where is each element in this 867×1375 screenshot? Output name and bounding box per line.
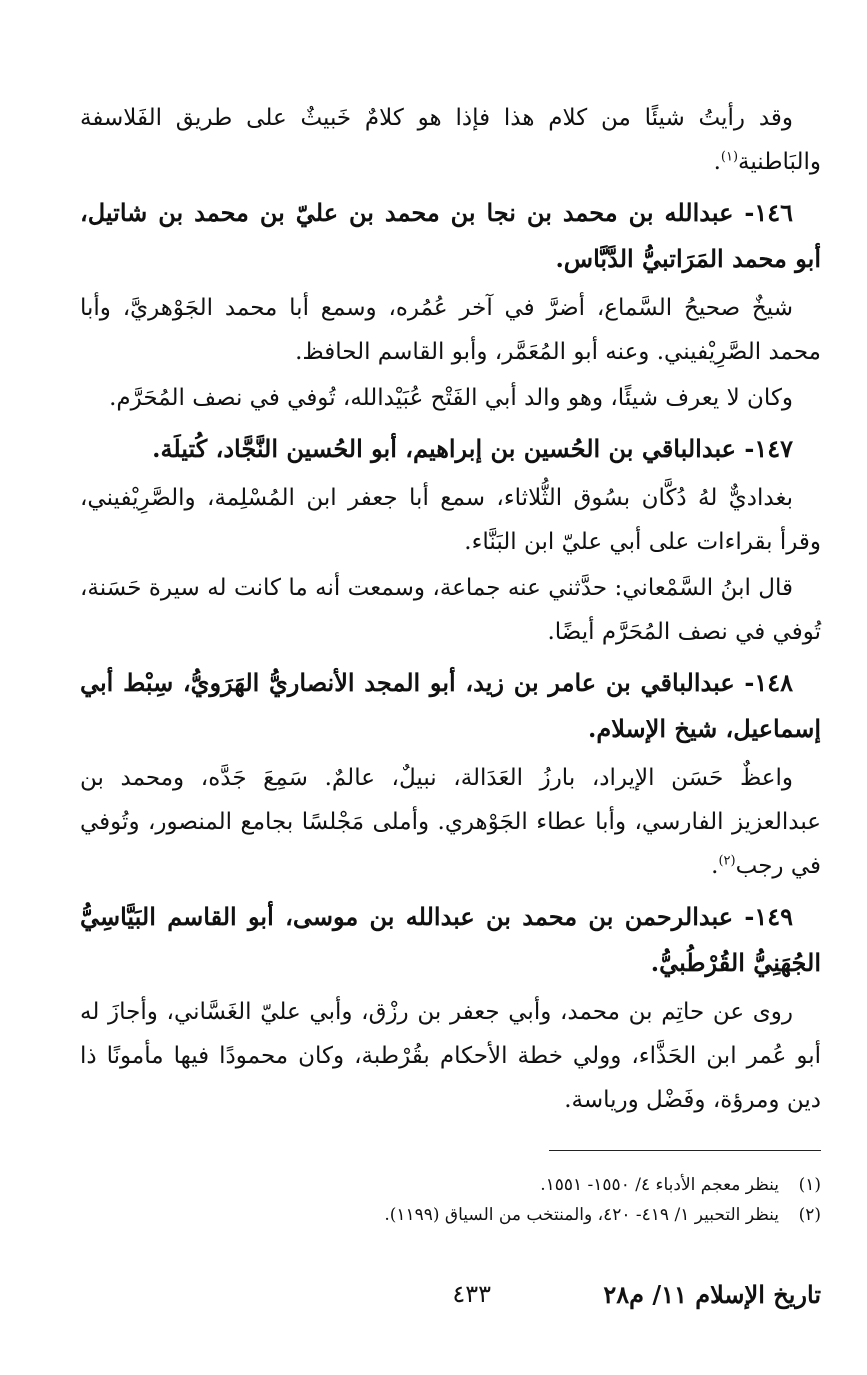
footnote-divider — [549, 1150, 821, 1151]
entry-text-147b: قال ابنُ السَّمْعاني: حدَّثني عنه جماعة، وسمعت أنه ما كانت له سيرة حَسَنة، تُوفي في نصف المُحَرَّم أيضًا. — [80, 575, 821, 645]
paragraph-text: واعظٌ حَسَن الإيراد، بارزُ العَدَالة، نبيلٌ، عالمٌ. سَمِعَ جَدَّه، ومحمد بن عبدالعزيز الفارسي، وأبا عطاء الجَوْهري. وأملى مَجْلسًا بجامع المنصور، وتُوفي في رجب — [80, 765, 821, 879]
entry-text-149: روى عن حاتِم بن محمد، وأبي جعفر بن رزْق، وأبي عليّ الغَسَّاني، وأجازَ له أبو عُمر ابن الحَذَّاء، وولي خطة الأحكام بقُرْطبة، وكان محمودًا فيها مأمونًا ذا دين ومرؤة، وفَضْل ورياسة. — [80, 999, 821, 1113]
entry-text-147a: بغداديٌّ لهُ دُكَّان بسُوق الثُّلاثاء، سمع أبا جعفر ابن المُسْلِمة، والصَّرِيْفيني، وقرأ بقراءات على أبي عليّ ابن البَنَّاء. — [80, 485, 821, 555]
footnote-ref-2[interactable]: (٢) — [718, 853, 736, 869]
page-number: ٤٣٣ — [452, 1280, 491, 1308]
footnote-text: ينظر معجم الأدباء ٤/ ١٥٥٠- ١٥٥١. — [540, 1175, 779, 1195]
entry-text-146b: وكان لا يعرف شيئًا، وهو والد أبي الفَتْح عُبَيْدالله، تُوفي في نصف المُحَرَّم. — [109, 385, 793, 411]
footnote-text: ينظر التحبير ١/ ٤١٩- ٤٢٠، والمنتخب من السياق (١١٩٩). — [384, 1205, 779, 1225]
footnote-ref-1[interactable]: (١) — [720, 149, 739, 165]
paragraph-text: وقد رأيتُ شيئًا من كلام هذا فإذا هو كلامٌ خَبيثٌ على طريق الفَلاسفة والبَاطنية — [80, 105, 821, 175]
entry-heading-149: ١٤٩- عبدالرحمن بن محمد بن عبدالله بن موسى، أبو القاسم البَيَّاسِيُّ الجُهَنِيُّ القُرْطُبيُّ. — [80, 902, 821, 977]
entry-text-148 — [80, 756, 821, 888]
footnotes — [80, 1170, 821, 1230]
footnote-number: (٢) — [798, 1205, 821, 1225]
footnote-item — [80, 1170, 821, 1200]
paragraph-intro — [80, 96, 821, 184]
paragraph-end: . — [713, 149, 721, 175]
entry-heading-148: ١٤٨- عبدالباقي بن عامر بن زيد، أبو المجد الأنصاريُّ الهَرَويُّ، سِبْط أبي إسماعيل، شيخ الإسلام. — [80, 668, 821, 743]
footnote-number: (١) — [798, 1175, 821, 1195]
footnote-item — [80, 1200, 821, 1230]
running-title: تاريخ الإسلام ١١/ م٢٨ — [603, 1280, 821, 1309]
paragraph-end: . — [711, 853, 719, 879]
entry-heading-146: ١٤٦- عبدالله بن محمد بن نجا بن محمد بن عليّ بن محمد بن شاتيل، أبو محمد المَرَاتبيُّ الدَّبَّاس. — [80, 198, 821, 273]
entry-text-146a: شيخٌ صحيحُ السَّماع، أضرَّ في آخر عُمُره، وسمع أبا محمد الجَوْهريَّ، وأبا محمد الصَّرِيْفيني. وعنه أبو المُعَمَّر، وأبو القاسم الحافظ. — [80, 295, 821, 365]
entry-heading-147: ١٤٧- عبدالباقي بن الحُسين بن إبراهيم، أبو الحُسين النَّجَّاد، كُتيلَة. — [152, 434, 793, 463]
